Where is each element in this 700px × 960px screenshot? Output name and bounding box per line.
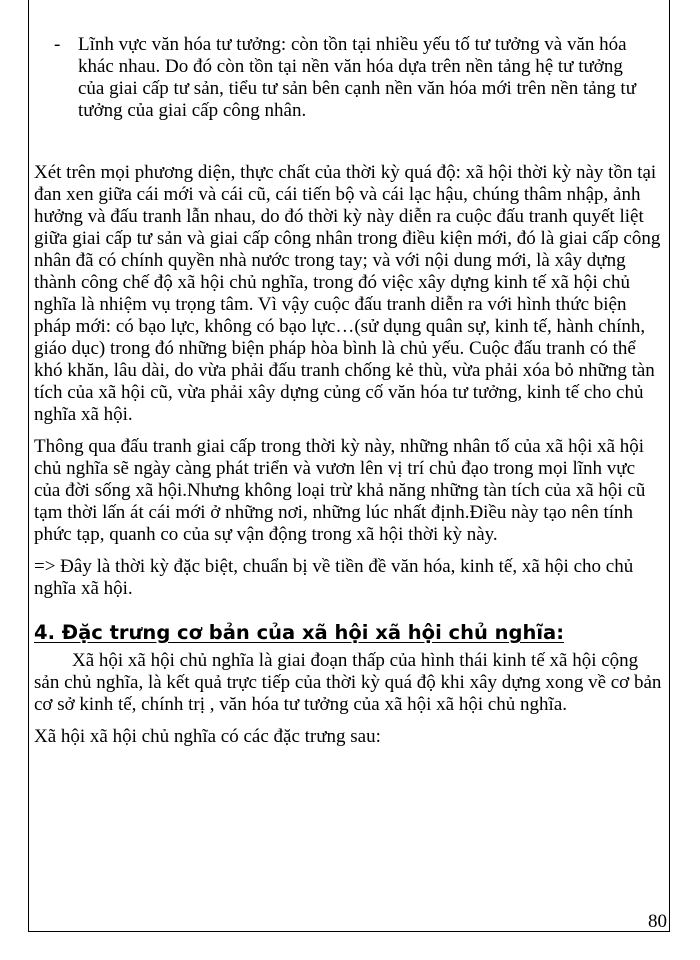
bullet-text: Lĩnh vực văn hóa tư tưởng: còn tồn tại nhiều yếu tố tư tưởng và văn hóa khác nhau. Do đó còn tồn tại nền văn hóa dựa trên nền tảng hệ tư tưởng của giai cấp tư sản, tiểu tư sản bên cạnh nền văn hóa mới trên nền tảng tư tưởng của giai cấp công nhân. [78,34,636,121]
page-number: 80 [648,911,667,932]
section-heading: 4. Đặc trưng cơ bản của xã hội xã hội chủ nghĩa: [34,621,565,644]
paragraph-characteristics-intro: Xã hội xã hội chủ nghĩa có các đặc trưng sau: [34,726,381,747]
document-body [34,34,666,748]
bullet-marker: - [54,34,61,55]
paragraph-transition-nature: Xét trên mọi phương diện, thực chất của thời kỳ quá độ: xã hội thời kỳ này tồn tại đan xen giữa cái mới và cái cũ, cái tiến bộ và cái lạc hậu, chúng thâm nhập, ảnh hưởng và đấu tranh lẫn nhau, do đó thời kỳ này diễn ra cuộc đấu tranh quyết liệt giữa giai cấp tư sản và giai cấp công nhân trong điều kiện mới, đó là giai cấp công nhân đã có chính quyền nhà nước trong tay; và với nội dung mới, là xây dựng thành công chế độ xã hội chủ nghĩa, trong đó việc xây dựng kinh tế xã hội chủ nghĩa là nhiệm vụ trọng tâm. Vì vậy cuộc đấu tranh diễn ra với hình thức biện pháp mới: có bạo lực, không có bạo lực…(sử dụng quân sự, kinh tế, hành chính, giáo dục) trong đó những biện pháp hòa bình là chủ yếu. Cuộc đấu tranh có thể khó khăn, lâu dài, do vừa phải đấu tranh chống kẻ thù, vừa phải xóa bỏ những tàn tích của xã hội cũ, vừa phải xây dựng củng cố văn hóa tư tưởng, kinh tế cho chủ nghĩa xã hội. [34,162,661,425]
paragraph-conclusion: => Đây là thời kỳ đặc biệt, chuẩn bị về tiền đề văn hóa, kinh tế, xã hội cho chủ nghĩa xã hội. [34,556,634,599]
paragraph-socialist-society: Xã hội xã hội chủ nghĩa là giai đoạn thấp của hình thái kinh tế xã hội cộng sản chủ nghĩa, là kết quả trực tiếp của thời kỳ quá độ khi xây dựng xong về cơ bản cơ sở kinh tế, chính trị , văn hóa tư tưởng của xã hội xã hội chủ nghĩa. [34,650,662,715]
bullet-item [34,34,638,122]
paragraph-class-struggle: Thông qua đấu tranh giai cấp trong thời kỳ này, những nhân tố của xã hội xã hội chủ nghĩa sẽ ngày càng phát triển và vươn lên vị trí chủ đạo trong mọi lĩnh vực của đời sống xã hội.Nhưng không loại trừ khả năng những tàn tích của xã hội cũ tạm thời lấn át cái mới ở những nơi, những lúc nhất định.Điều này tạo nên tính phức tạp, quanh co của sự vận động trong xã hội thời kỳ này. [34,436,646,545]
